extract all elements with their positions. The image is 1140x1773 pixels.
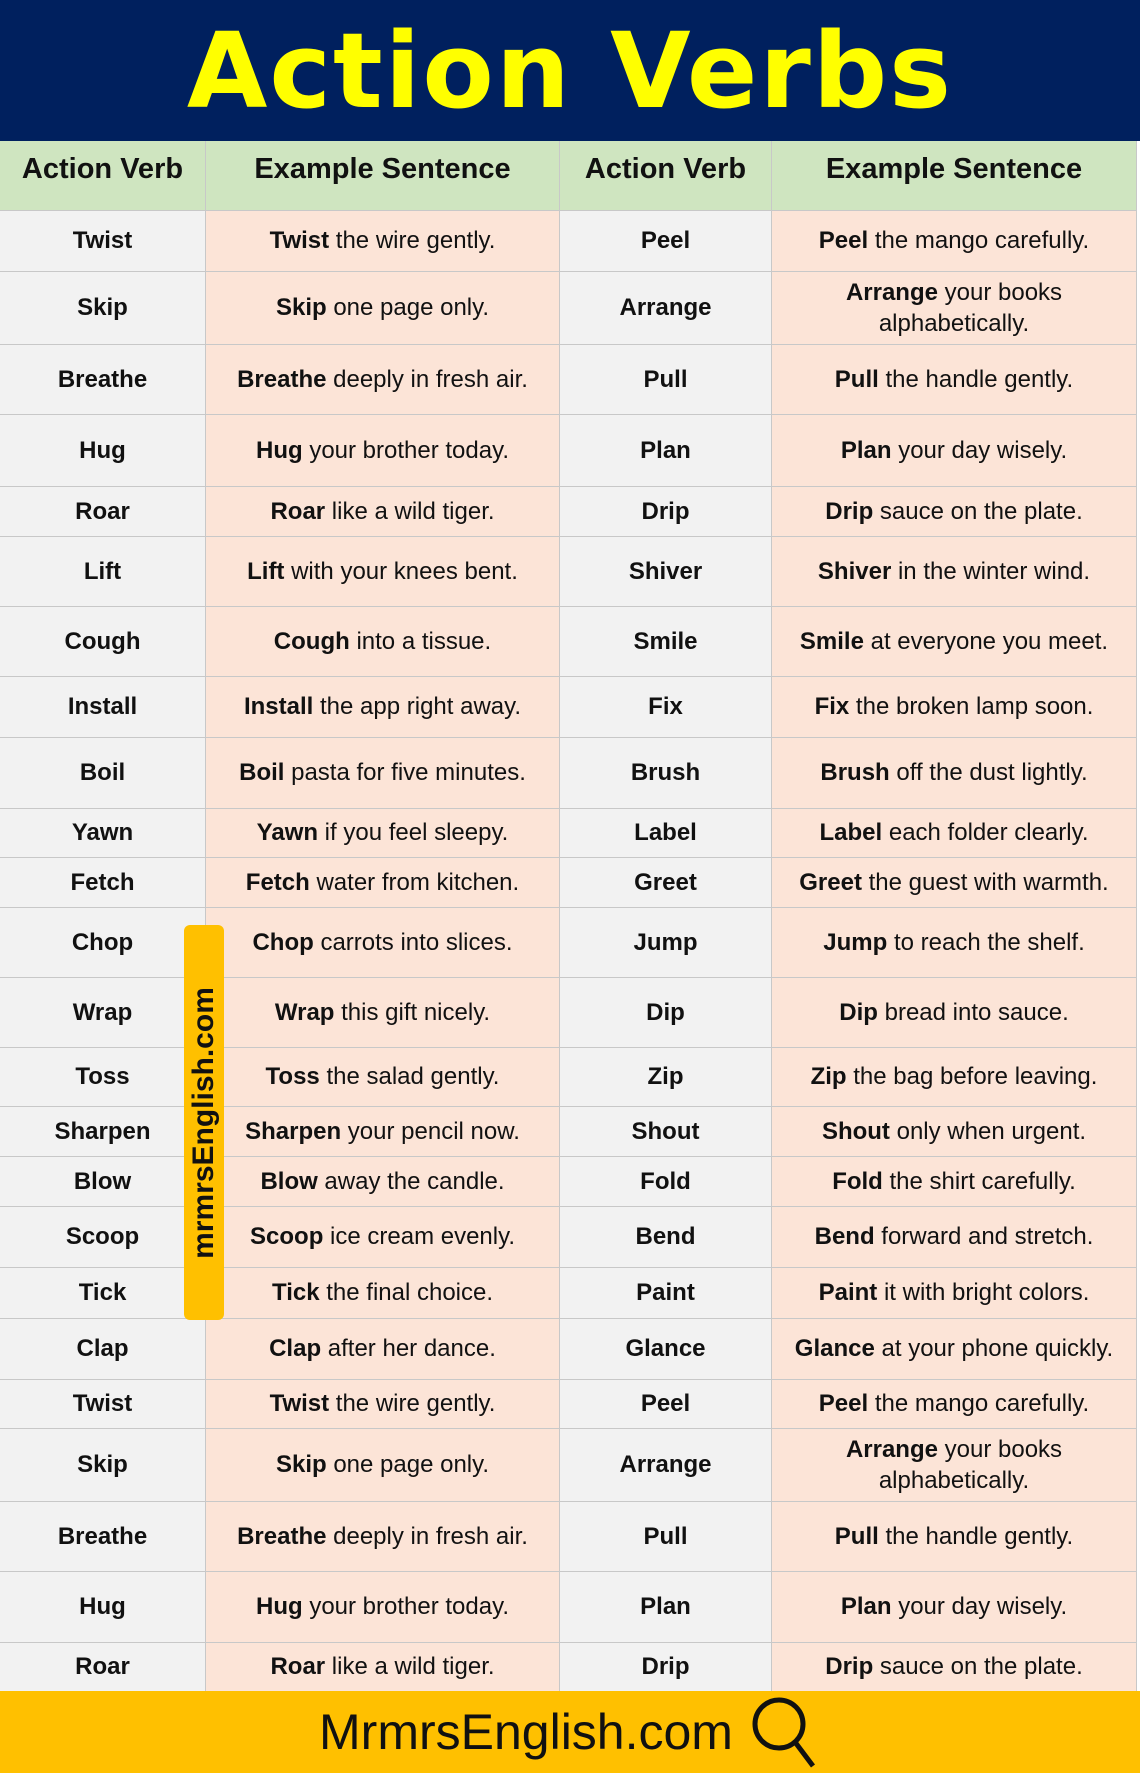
sentence-verb: Greet (799, 868, 862, 896)
sentence-rest: the mango carefully. (868, 1390, 1090, 1418)
sentence-verb: Chop (252, 928, 314, 956)
table-row (0, 345, 1137, 415)
sentence-verb: Skip (275, 294, 327, 322)
sentence-verb: Fetch (245, 868, 310, 896)
verb-cell: Yawn (0, 809, 206, 857)
sentence-cell (772, 537, 1137, 606)
sentence-cell (206, 858, 560, 907)
sentence-rest: the salad gently. (319, 1063, 500, 1091)
footer-banner (0, 1691, 1140, 1773)
sentence-rest: deeply in fresh air. (326, 365, 528, 393)
verb-cell: Tick (0, 1268, 206, 1318)
sentence-rest: your pencil now. (341, 1117, 520, 1145)
sentence-cell (772, 978, 1137, 1047)
sentence-verb: Yawn (256, 819, 319, 847)
sentence-rest: the app right away. (313, 693, 522, 721)
verb-cell: Hug (0, 1572, 206, 1642)
sentence-rest: the bag before leaving. (846, 1063, 1098, 1091)
sentence-cell (206, 415, 560, 486)
sentence-rest: this gift nicely. (334, 998, 491, 1026)
sentence-cell (206, 677, 560, 737)
sentence-verb: Clap (269, 1335, 322, 1363)
table-row (0, 1319, 1137, 1380)
sentence-rest: like a wild tiger. (325, 1653, 495, 1681)
sentence-cell (772, 809, 1137, 857)
sentence-rest: after her dance. (321, 1335, 496, 1363)
verb-cell: Plan (560, 415, 772, 486)
sentence-rest: bread into sauce. (877, 998, 1069, 1026)
sentence-cell (206, 487, 560, 536)
sentence-cell (772, 738, 1137, 808)
verb-cell: Drip (560, 1643, 772, 1691)
verb-cell: Breathe (0, 1502, 206, 1571)
sentence-verb: Smile (799, 627, 864, 655)
verb-cell: Brush (560, 738, 772, 808)
verb-cell: Shout (560, 1107, 772, 1156)
verb-cell: Twist (0, 1380, 206, 1428)
table-row (0, 809, 1137, 858)
sentence-verb: Blow (260, 1167, 318, 1195)
sentence-rest: pasta for five minutes. (284, 759, 526, 787)
verb-cell: Clap (0, 1319, 206, 1379)
sentence-verb: Plan (840, 1593, 892, 1621)
verbs-table (0, 141, 1137, 1692)
sentence-verb: Roar (270, 497, 326, 525)
sentence-verb: Bend (814, 1223, 875, 1251)
table-row (0, 1502, 1137, 1572)
sentence-rest: off the dust lightly. (889, 759, 1088, 787)
verb-cell: Greet (560, 858, 772, 907)
sentence-rest: ice cream evenly. (323, 1223, 515, 1251)
verb-cell: Blow (0, 1157, 206, 1206)
table-row (0, 978, 1137, 1048)
verb-cell: Chop (0, 908, 206, 977)
sentence-rest: the broken lamp soon. (849, 693, 1094, 721)
verb-cell: Dip (560, 978, 772, 1047)
sentence-verb: Arrange (845, 1435, 938, 1463)
sentence-cell (772, 272, 1137, 344)
verb-cell: Twist (0, 211, 206, 271)
sentence-rest: the wire gently. (329, 1390, 496, 1418)
sentence-verb: Jump (823, 928, 888, 956)
sentence-rest: only when urgent. (889, 1117, 1087, 1145)
sentence-cell (206, 537, 560, 606)
sentence-verb: Breathe (237, 365, 327, 393)
sentence-cell (772, 211, 1137, 271)
verb-cell: Toss (0, 1048, 206, 1106)
verb-cell: Fix (560, 677, 772, 737)
sentence-cell (206, 211, 560, 271)
sentence-rest: carrots into slices. (313, 928, 513, 956)
sentence-verb: Scoop (250, 1223, 324, 1251)
sentence-cell (772, 1502, 1137, 1571)
verb-cell: Cough (0, 607, 206, 676)
sentence-cell (772, 415, 1137, 486)
table-row (0, 1643, 1137, 1692)
sentence-cell (206, 978, 560, 1047)
sentence-verb: Fold (832, 1167, 883, 1195)
sentence-cell (772, 487, 1137, 536)
verb-cell: Smile (560, 607, 772, 676)
sentence-rest: the wire gently. (329, 227, 496, 255)
verb-cell: Fold (560, 1157, 772, 1206)
sentence-rest: sauce on the plate. (873, 497, 1083, 525)
sentence-cell (206, 1048, 560, 1106)
sentence-verb: Peel (818, 227, 869, 255)
sentence-verb: Dip (839, 998, 878, 1026)
sentence-rest: away the candle. (317, 1167, 505, 1195)
sentence-cell (772, 1048, 1137, 1106)
sentence-verb: Hug (256, 436, 303, 464)
sentence-verb: Pull (834, 365, 879, 393)
table-row (0, 211, 1137, 272)
sentence-rest: one page only. (326, 294, 490, 322)
sentence-cell (772, 1429, 1137, 1501)
sentence-rest: like a wild tiger. (325, 497, 495, 525)
title-banner (0, 0, 1140, 141)
sentence-cell (772, 908, 1137, 977)
sentence-cell (206, 1429, 560, 1501)
header-cell: Example Sentence (206, 141, 560, 210)
sentence-rest: at everyone you meet. (863, 627, 1109, 655)
sentence-cell (772, 858, 1137, 907)
sentence-verb: Breathe (237, 1522, 327, 1550)
sentence-cell (772, 345, 1137, 414)
sentence-verb: Tick (271, 1279, 320, 1307)
table-row (0, 1380, 1137, 1429)
sentence-cell (206, 607, 560, 676)
verb-cell: Skip (0, 272, 206, 344)
verb-cell: Roar (0, 487, 206, 536)
watermark-text: mrmrsEnglish.com (187, 986, 220, 1259)
sentence-cell (772, 1643, 1137, 1691)
sentence-cell (206, 1268, 560, 1318)
verb-cell: Label (560, 809, 772, 857)
sentence-cell (206, 272, 560, 344)
verb-cell: Pull (560, 1502, 772, 1571)
verb-cell: Lift (0, 537, 206, 606)
sentence-verb: Lift (247, 557, 285, 585)
verb-cell: Breathe (0, 345, 206, 414)
sentence-rest: your brother today. (302, 436, 509, 464)
table-row (0, 487, 1137, 537)
sentence-verb: Twist (269, 1390, 330, 1418)
sentence-verb: Arrange (845, 278, 938, 306)
sentence-cell (206, 1572, 560, 1642)
sentence-cell (206, 1107, 560, 1156)
verb-cell: Install (0, 677, 206, 737)
sentence-rest: the guest with warmth. (861, 868, 1109, 896)
sentence-cell (772, 1107, 1137, 1156)
sentence-cell (206, 1319, 560, 1379)
verb-cell: Pull (560, 345, 772, 414)
sentence-cell (772, 1207, 1137, 1267)
sentence-verb: Shiver (817, 557, 892, 585)
sentence-cell (772, 1157, 1137, 1206)
sentence-rest: at your phone quickly. (874, 1335, 1114, 1363)
header-cell: Action Verb (0, 141, 206, 210)
sentence-verb: Wrap (274, 998, 335, 1026)
footer-site: MrmrsEnglish.com (319, 1704, 733, 1760)
table-row (0, 1207, 1137, 1268)
sentence-rest: your books alphabetically. (878, 278, 1063, 337)
verb-cell: Peel (560, 1380, 772, 1428)
table-row (0, 272, 1137, 345)
sentence-cell (206, 1157, 560, 1206)
sentence-rest: your brother today. (302, 1593, 509, 1621)
sentence-cell (772, 607, 1137, 676)
sentence-rest: your day wisely. (891, 1593, 1068, 1621)
sentence-verb: Glance (794, 1335, 875, 1363)
sentence-verb: Peel (818, 1390, 869, 1418)
sentence-verb: Boil (239, 759, 285, 787)
verb-cell: Shiver (560, 537, 772, 606)
table-row (0, 738, 1137, 809)
sentence-verb: Twist (269, 227, 330, 255)
sentence-verb: Sharpen (245, 1117, 342, 1145)
sentence-verb: Cough (273, 627, 350, 655)
sentence-cell (772, 1319, 1137, 1379)
sentence-rest: your day wisely. (891, 436, 1068, 464)
sentence-rest: in the winter wind. (891, 557, 1091, 585)
sentence-verb: Shout (821, 1117, 890, 1145)
verb-cell: Boil (0, 738, 206, 808)
verb-cell: Bend (560, 1207, 772, 1267)
sentence-cell (772, 1268, 1137, 1318)
sentence-verb: Install (243, 693, 314, 721)
sentence-verb: Roar (270, 1653, 326, 1681)
sentence-rest: it with bright colors. (877, 1279, 1090, 1307)
verb-cell: Hug (0, 415, 206, 486)
verb-cell: Drip (560, 487, 772, 536)
verb-cell: Plan (560, 1572, 772, 1642)
table-row (0, 677, 1137, 738)
sentence-rest: the shirt carefully. (882, 1167, 1076, 1195)
sentence-verb: Label (819, 819, 883, 847)
sentence-verb: Skip (275, 1451, 327, 1479)
verb-cell: Wrap (0, 978, 206, 1047)
table-row (0, 607, 1137, 677)
sentence-cell (206, 908, 560, 977)
sentence-verb: Drip (825, 1653, 874, 1681)
sentence-rest: one page only. (326, 1451, 490, 1479)
verb-cell: Peel (560, 211, 772, 271)
table-row (0, 908, 1137, 978)
sentence-verb: Brush (820, 759, 890, 787)
sentence-rest: the handle gently. (878, 1522, 1074, 1550)
verb-cell: Fetch (0, 858, 206, 907)
sentence-verb: Zip (810, 1063, 847, 1091)
verb-cell: Paint (560, 1268, 772, 1318)
sentence-rest: your books alphabetically. (878, 1435, 1063, 1494)
table-header (0, 141, 1137, 211)
sentence-cell (206, 1643, 560, 1691)
table-row (0, 1157, 1137, 1207)
sentence-cell (206, 738, 560, 808)
page-title: Action Verbs (186, 9, 954, 132)
table-row (0, 415, 1137, 487)
verb-cell: Arrange (560, 1429, 772, 1501)
sentence-cell (206, 1502, 560, 1571)
sentence-rest: forward and stretch. (874, 1223, 1094, 1251)
verb-cell: Jump (560, 908, 772, 977)
table-row (0, 858, 1137, 908)
sentence-cell (206, 1380, 560, 1428)
sentence-rest: the handle gently. (878, 365, 1074, 393)
verb-cell: Arrange (560, 272, 772, 344)
verb-cell: Glance (560, 1319, 772, 1379)
sentence-rest: sauce on the plate. (873, 1653, 1083, 1681)
sentence-cell (206, 345, 560, 414)
header-cell: Example Sentence (772, 141, 1137, 210)
sentence-rest: if you feel sleepy. (318, 819, 509, 847)
sentence-rest: the mango carefully. (868, 227, 1090, 255)
table-row (0, 537, 1137, 607)
sentence-cell (772, 1380, 1137, 1428)
verb-cell: Roar (0, 1643, 206, 1691)
table-row (0, 1048, 1137, 1107)
verb-cell: Scoop (0, 1207, 206, 1267)
verb-cell: Zip (560, 1048, 772, 1106)
sentence-verb: Hug (256, 1593, 303, 1621)
sentence-rest: each folder clearly. (882, 819, 1089, 847)
sentence-verb: Paint (818, 1279, 878, 1307)
sentence-verb: Drip (825, 497, 874, 525)
table-row (0, 1572, 1137, 1643)
sentence-cell (206, 809, 560, 857)
sentence-rest: into a tissue. (349, 627, 492, 655)
sentence-verb: Toss (265, 1063, 320, 1091)
sentence-rest: the final choice. (319, 1279, 494, 1307)
verb-cell: Sharpen (0, 1107, 206, 1156)
verb-cell: Skip (0, 1429, 206, 1501)
watermark (184, 925, 224, 1320)
table-row (0, 1268, 1137, 1319)
sentence-verb: Plan (840, 436, 892, 464)
header-cell: Action Verb (560, 141, 772, 210)
sentence-rest: deeply in fresh air. (326, 1522, 528, 1550)
search-icon (751, 1696, 821, 1768)
sentence-cell (772, 677, 1137, 737)
sentence-cell (206, 1207, 560, 1267)
sentence-cell (772, 1572, 1137, 1642)
sentence-rest: to reach the shelf. (887, 928, 1085, 956)
sentence-verb: Fix (814, 693, 850, 721)
table-row (0, 1107, 1137, 1157)
table-row (0, 1429, 1137, 1502)
sentence-rest: water from kitchen. (309, 868, 520, 896)
sentence-rest: with your knees bent. (284, 557, 518, 585)
sentence-verb: Pull (834, 1522, 879, 1550)
